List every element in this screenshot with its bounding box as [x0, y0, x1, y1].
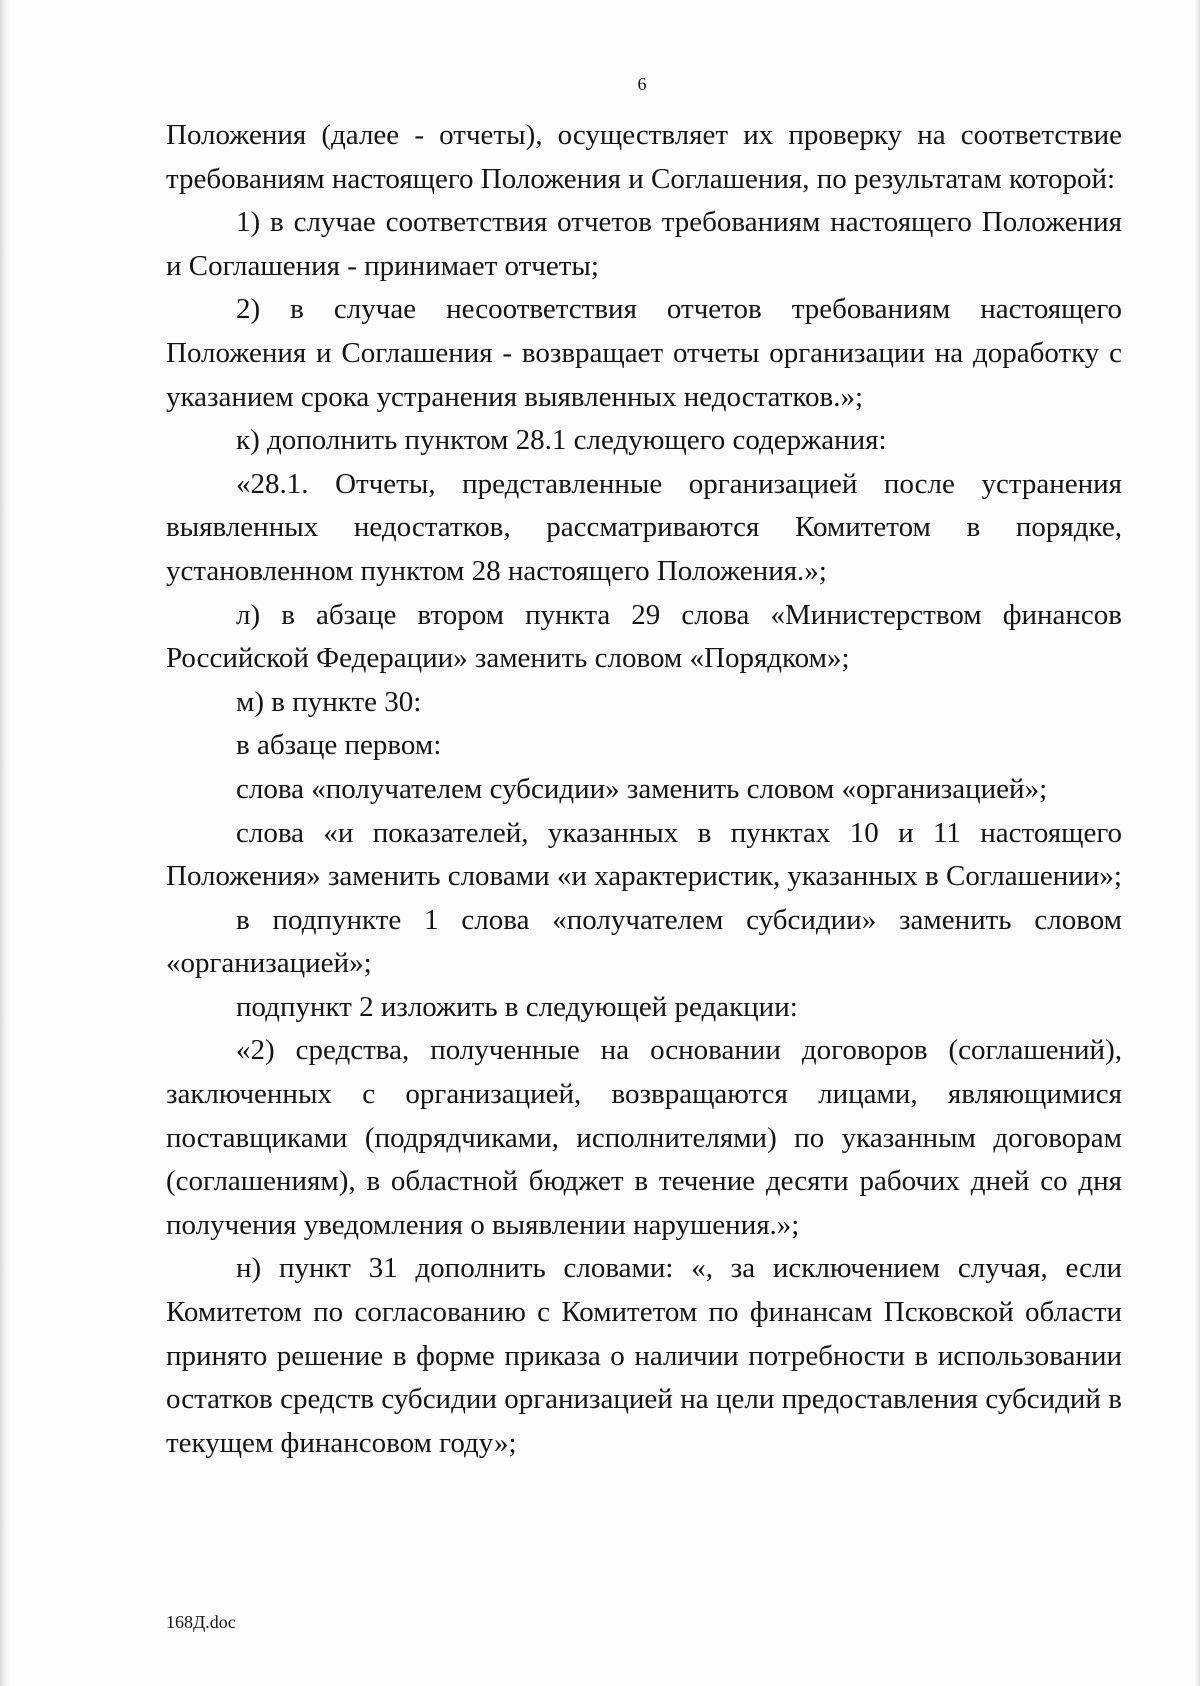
paragraph: Положения (далее - отчеты), осуществляет их проверку на соответствие требованиям настоящего Положения и Соглашения, по результатам которой: — [166, 119, 1122, 195]
paragraph: м) в пункте 30: — [236, 685, 422, 718]
paragraph: слова «получателем субсидии» заменить словом «организацией»; — [236, 772, 1048, 805]
paragraph: подпункт 2 изложить в следующей редакции: — [236, 990, 798, 1023]
paragraph: 1) в случае соответствия отчетов требованиям настоящего Положения и Соглашения - принимает отчеты; — [166, 206, 1122, 282]
paragraph: к) дополнить пунктом 28.1 следующего содержания: — [236, 424, 887, 457]
scan-edge-right — [1194, 0, 1200, 1686]
paragraph: «2) средства, полученные на основании договоров (соглашений), заключенных с организацией, возвращаются лицами, являющимися поставщиками (подрядчиками, исполнителями) по указанным договорам (соглашениям), в областной бюджет в течение десяти рабочих дней со дня получения уведомления о выявлении нарушения.»; — [166, 1034, 1122, 1241]
paragraph: в подпункте 1 слова «получателем субсидии» заменить словом «организацией»; — [166, 903, 1122, 980]
document-body — [166, 114, 1122, 1465]
paragraph: л) в абзаце втором пункта 29 слова «Министерством финансов Российской Федерации» заменить словом «Порядком»; — [166, 598, 1122, 675]
paragraph: н) пункт 31 дополнить словами: «, за исключением случая, если Комитетом по согласованию с Комитетом по финансам Псковской области принято решение в форме приказа о наличии потребности в использовании остатков средств субсидии организацией на цели предоставления субсидий в текущем финансовом году»; — [166, 1252, 1122, 1459]
page-number: 6 — [637, 74, 647, 94]
paragraph: слова «и показателей, указанных в пунктах 10 и 11 настоящего Положения» заменить словами «и характеристик, указанных в Соглашении»; — [166, 816, 1122, 893]
paragraph: в абзаце первом: — [236, 729, 442, 762]
paragraph: «28.1. Отчеты, представленные организацией после устранения выявленных недостатков, рассматриваются Комитетом в порядке, установленном пунктом 28 настоящего Положения.»; — [166, 467, 1122, 587]
scan-edge-left — [0, 0, 10, 1686]
file-name-footer: 168Д.doc — [166, 1612, 236, 1632]
paragraph: 2) в случае несоответствия отчетов требованиям настоящего Положения и Соглашения - возвращает отчеты организации на доработку с указанием срока устранения выявленных недостатков.»; — [166, 293, 1122, 413]
